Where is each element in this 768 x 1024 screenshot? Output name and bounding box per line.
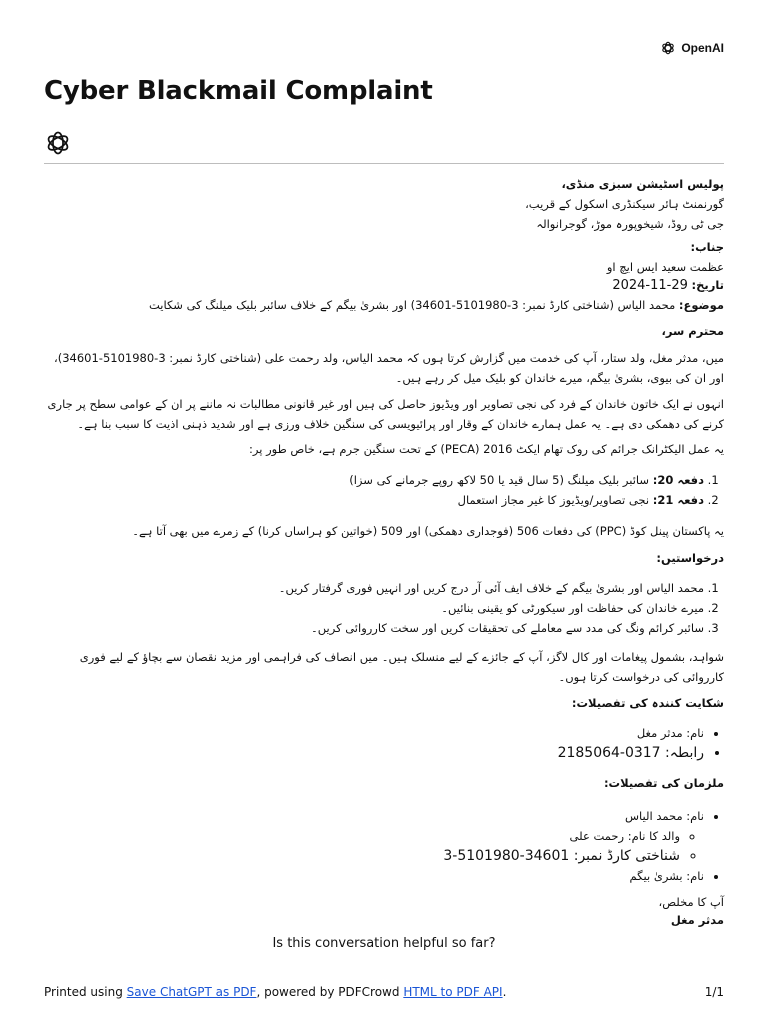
address-line-1: پولیس اسٹیشن سبزی منڈی، bbox=[561, 177, 724, 191]
list-item: 2. میرے خاندان کی حفاظت اور سیکورٹی کو یقینی بنائیں۔ bbox=[279, 598, 704, 618]
brand-name: OpenAI bbox=[681, 41, 724, 55]
address-line-2: گورنمنٹ ہائر سیکنڈری اسکول کے قریب، bbox=[525, 197, 724, 211]
paragraph-2: انہوں نے ایک خاتون خاندان کے فرد کی نجی تصاویر اور ویڈیوز حاصل کی ہیں اور غیر قانونی مطالبات نہ ماننے پر ان کے عوامی سطح پر جاری کرنے کی دھمکی دی ہے۔ یہ عمل ہمارے خاندان کے وقار اور پرائیویسی کی سنگین خلاف ورزی ہے اور شدید ذہنی اذیت کا سبب بنا ہے۔ bbox=[47, 397, 724, 431]
closing-sincerely: آپ کا مخلص، bbox=[658, 895, 724, 909]
complainant-heading: شکایت کنندہ کی تفصیلات: bbox=[571, 696, 724, 710]
subject-line bbox=[44, 295, 724, 315]
subject-text: محمد الیاس (شناختی کارڈ نمبر: 3-5101980-34601) اور بشریٰ بیگم کے خلاف سائبر بلیک میلنگ کی شکایت bbox=[148, 298, 676, 312]
save-chatgpt-pdf-link[interactable]: Save ChatGPT as PDF bbox=[126, 985, 257, 999]
accused-sub-details bbox=[443, 826, 704, 866]
complainant-details bbox=[558, 723, 724, 763]
list-item: 3. سائبر کرائم ونگ کی مدد سے معاملے کی تحقیقات کریں اور سخت کارروائی کریں۔ bbox=[279, 618, 704, 638]
list-item: • نام: محمد الیاس ◦ والد کا نام: رحمت علی ◦ شناختی کارڈ نمبر: 3-5101980-34601 bbox=[443, 806, 704, 866]
address-line-3: جی ٹی روڈ، شیخوپورہ موڑ، گوجرانوالہ bbox=[536, 217, 724, 231]
title-divider bbox=[44, 163, 724, 164]
html-to-pdf-api-link[interactable]: HTML to PDF API bbox=[403, 985, 503, 999]
cnic-number: 3-5101980-34601 bbox=[443, 848, 570, 864]
recipient-label: جناب: bbox=[690, 240, 724, 254]
date-value: 2024-11-29 bbox=[612, 278, 688, 293]
list-item: 1. محمد الیاس اور بشریٰ بیگم کے خلاف ایف آئی آر درج کریں اور انہیں فوری گرفتار کریں۔ bbox=[279, 578, 704, 598]
paragraph-3: یہ عمل الیکٹرانک جرائم کی روک تھام ایکٹ 2016 (PECA) کے تحت سنگین جرم ہے، خاص طور پر: bbox=[249, 442, 724, 456]
list-item: • نام: بشریٰ بیگم bbox=[443, 866, 704, 886]
peca-sections-list bbox=[349, 470, 724, 510]
brand-header bbox=[660, 40, 724, 56]
evidence-paragraph: شواہد، بشمول پیغامات اور کال لاگز، آپ کے جائزے کے لیے منسلک ہیں۔ میں انصاف کی فراہمی اور مزید نقصان سے بچاؤ کے لیے فوری کارروائی کی درخواست کرتا ہوں۔ bbox=[79, 650, 724, 684]
accused-heading: ملزمان کی تفصیلات: bbox=[603, 776, 724, 790]
page-number: 1/1 bbox=[704, 985, 724, 999]
chatgpt-logo-icon bbox=[44, 129, 72, 157]
ppc-paragraph: یہ پاکستان پینل کوڈ (PPC) کی دفعات 506 (فوجداری دھمکی) اور 509 (خواتین کو ہراساں کرنا) کے زمرے میں بھی آتا ہے۔ bbox=[132, 524, 724, 538]
list-item: 1. دفعہ 20: سائبر بلیک میلنگ (5 سال قید یا 50 لاکھ روپے جرمانے کی سزا) bbox=[349, 470, 704, 490]
footer-powered-by: , powered by PDFCrowd bbox=[256, 985, 400, 999]
page-footer: Printed using Save ChatGPT as PDF, powered by PDFCrowd HTML to PDF API. 1/1 bbox=[44, 985, 724, 999]
footer-printed-using: Printed using bbox=[44, 985, 123, 999]
list-item: • رابطہ: 2185064-0317 bbox=[558, 743, 704, 763]
date-line bbox=[612, 275, 724, 296]
salutation: محترم سر، bbox=[661, 324, 724, 338]
recipient-name: عظمت سعید ایس ایچ او bbox=[606, 260, 724, 274]
paragraph-1: میں، مدثر مغل، ولد ستار، آپ کی خدمت میں گزارش کرتا ہوں کہ محمد الیاس، ولد رحمت علی (شناختی کارڈ نمبر: 3-5101980-34601)، اور ان کی بیوی، بشریٰ بیگم، میرے خاندان کو بلیک میل کر رہے ہیں۔ bbox=[54, 351, 724, 385]
document-title: Cyber Blackmail Complaint bbox=[44, 76, 433, 106]
feedback-prompt: Is this conversation helpful so far? bbox=[272, 936, 496, 951]
date-label: تاریخ: bbox=[691, 278, 724, 292]
contact-number: 2185064-0317 bbox=[557, 745, 661, 761]
list-item: • نام: مدثر مغل bbox=[558, 723, 704, 743]
accused-details bbox=[443, 806, 724, 886]
list-item: ◦ والد کا نام: رحمت علی bbox=[443, 826, 680, 846]
requests-heading: درخواستیں: bbox=[656, 551, 724, 565]
requests-list bbox=[279, 578, 724, 638]
list-item: ◦ شناختی کارڈ نمبر: 3-5101980-34601 bbox=[443, 846, 680, 866]
list-item: 2. دفعہ 21: نجی تصاویر/ویڈیوز کا غیر مجاز استعمال bbox=[349, 490, 704, 510]
openai-logo-icon bbox=[660, 40, 676, 56]
closing-signature: مدثر مغل bbox=[670, 913, 724, 927]
subject-label: موضوع: bbox=[678, 298, 724, 312]
